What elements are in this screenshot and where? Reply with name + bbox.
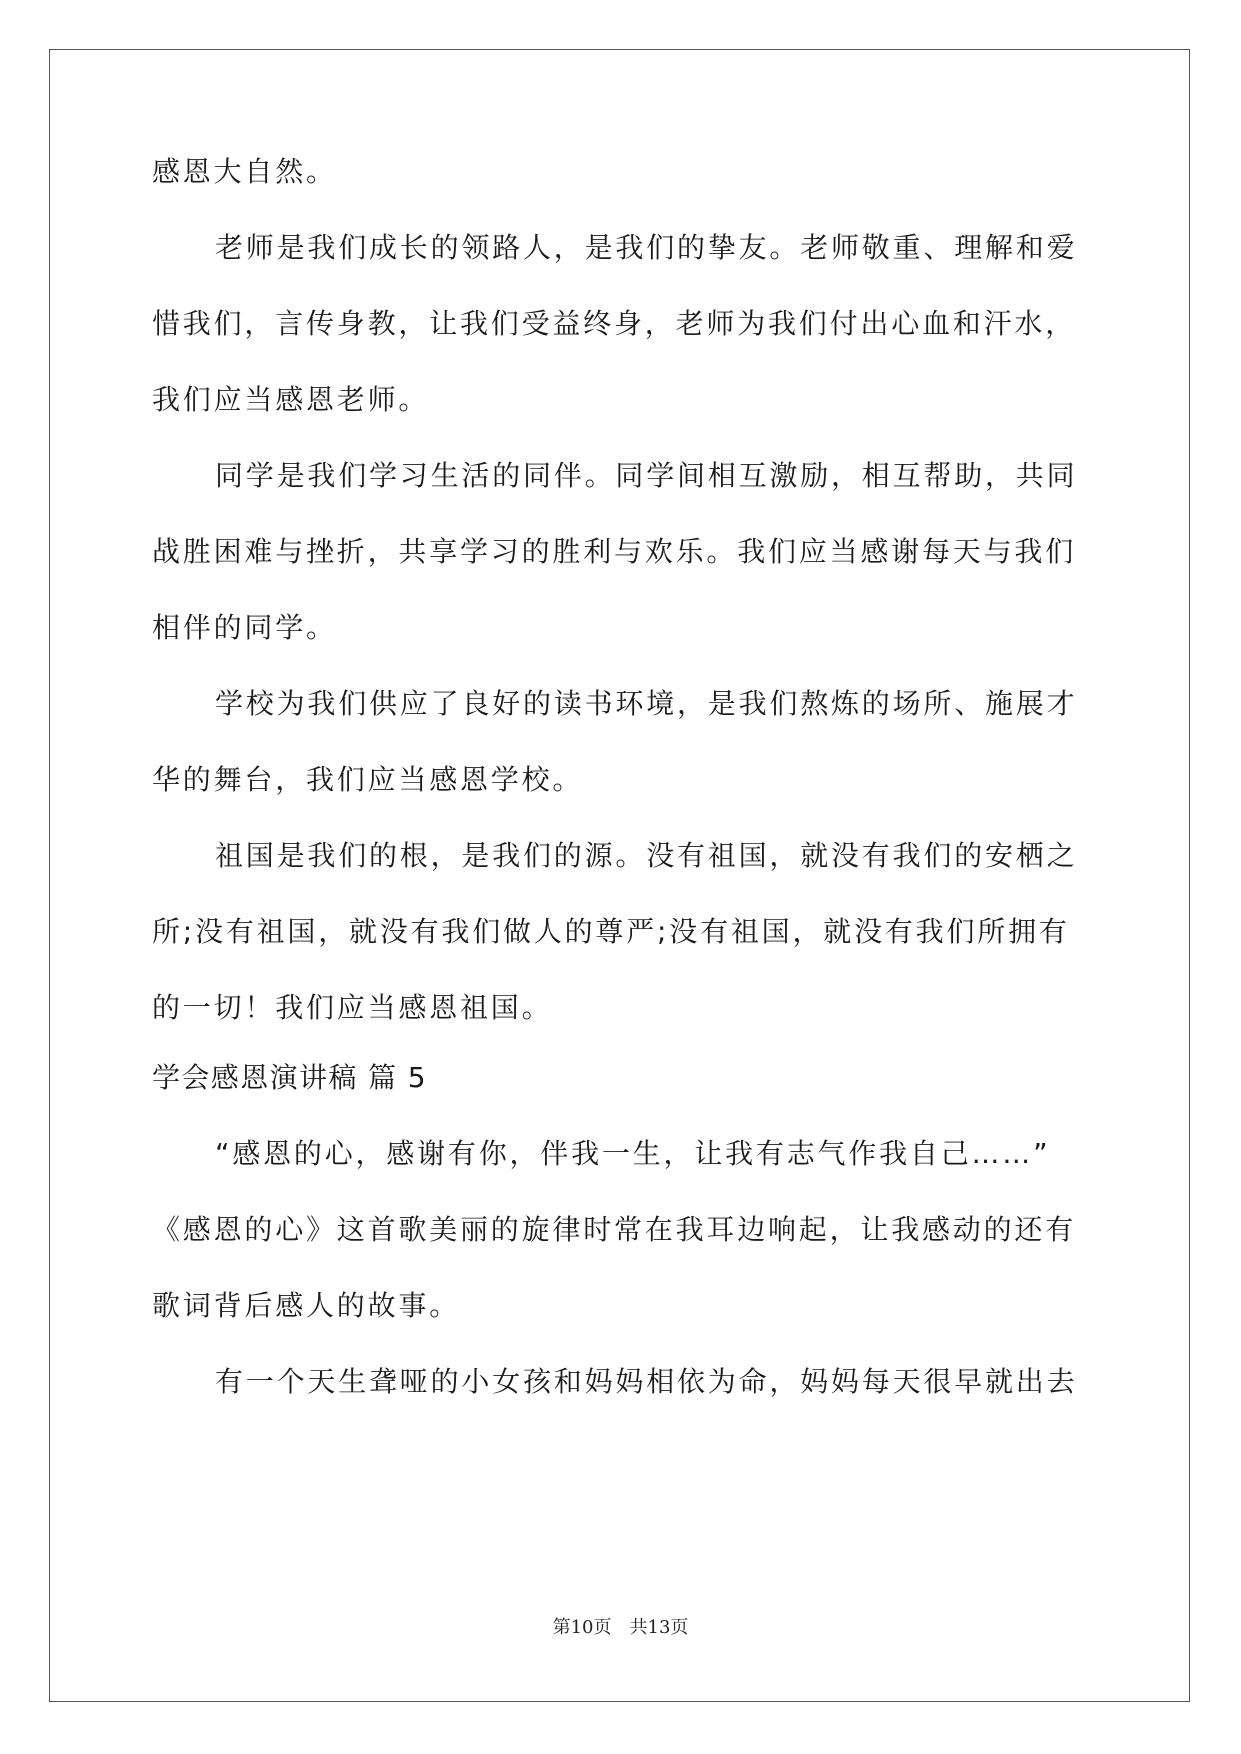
page-number: 第10页 bbox=[552, 1617, 612, 1638]
body-line: 祖国是我们的根，是我们的源。没有祖国，就没有我们的安栖之 bbox=[215, 839, 1078, 872]
body-line: 《感恩的心》这首歌美丽的旋律时常在我耳边响起，让我感动的还有 bbox=[152, 1213, 1077, 1246]
page-total: 共13页 bbox=[629, 1617, 689, 1638]
body-line: 歌词背后感人的故事。 bbox=[152, 1289, 461, 1322]
body-line: 我们应当感恩老师。 bbox=[152, 383, 430, 416]
body-line: 同学是我们学习生活的同伴。同学间相互激励，相互帮助，共同 bbox=[215, 459, 1078, 492]
section-heading: 学会感恩演讲稿 篇 5 bbox=[152, 1061, 428, 1094]
body-line: 惜我们，言传身教，让我们受益终身，老师为我们付出心血和汗水， bbox=[152, 307, 1077, 340]
body-line: 相伴的同学。 bbox=[152, 611, 337, 644]
body-line: “感恩的心，感谢有你，伴我一生，让我有志气作我自己……” bbox=[215, 1137, 1051, 1170]
body-line: 的一切！我们应当感恩祖国。 bbox=[152, 991, 553, 1024]
body-line: 有一个天生聋哑的小女孩和妈妈相依为命，妈妈每天很早就出去 bbox=[215, 1365, 1078, 1398]
body-line: 战胜困难与挫折，共享学习的胜利与欢乐。我们应当感谢每天与我们 bbox=[152, 535, 1077, 568]
body-line: 学校为我们供应了良好的读书环境，是我们熬炼的场所、施展才 bbox=[215, 687, 1078, 720]
body-line: 老师是我们成长的领路人，是我们的挚友。老师敬重、理解和爱 bbox=[215, 231, 1078, 264]
body-line: 华的舞台，我们应当感恩学校。 bbox=[152, 763, 584, 796]
body-line: 所;没有祖国，就没有我们做人的尊严;没有祖国，就没有我们所拥有 bbox=[152, 915, 1070, 948]
page-footer bbox=[0, 1616, 1241, 1640]
body-line: 感恩大自然。 bbox=[152, 155, 337, 188]
